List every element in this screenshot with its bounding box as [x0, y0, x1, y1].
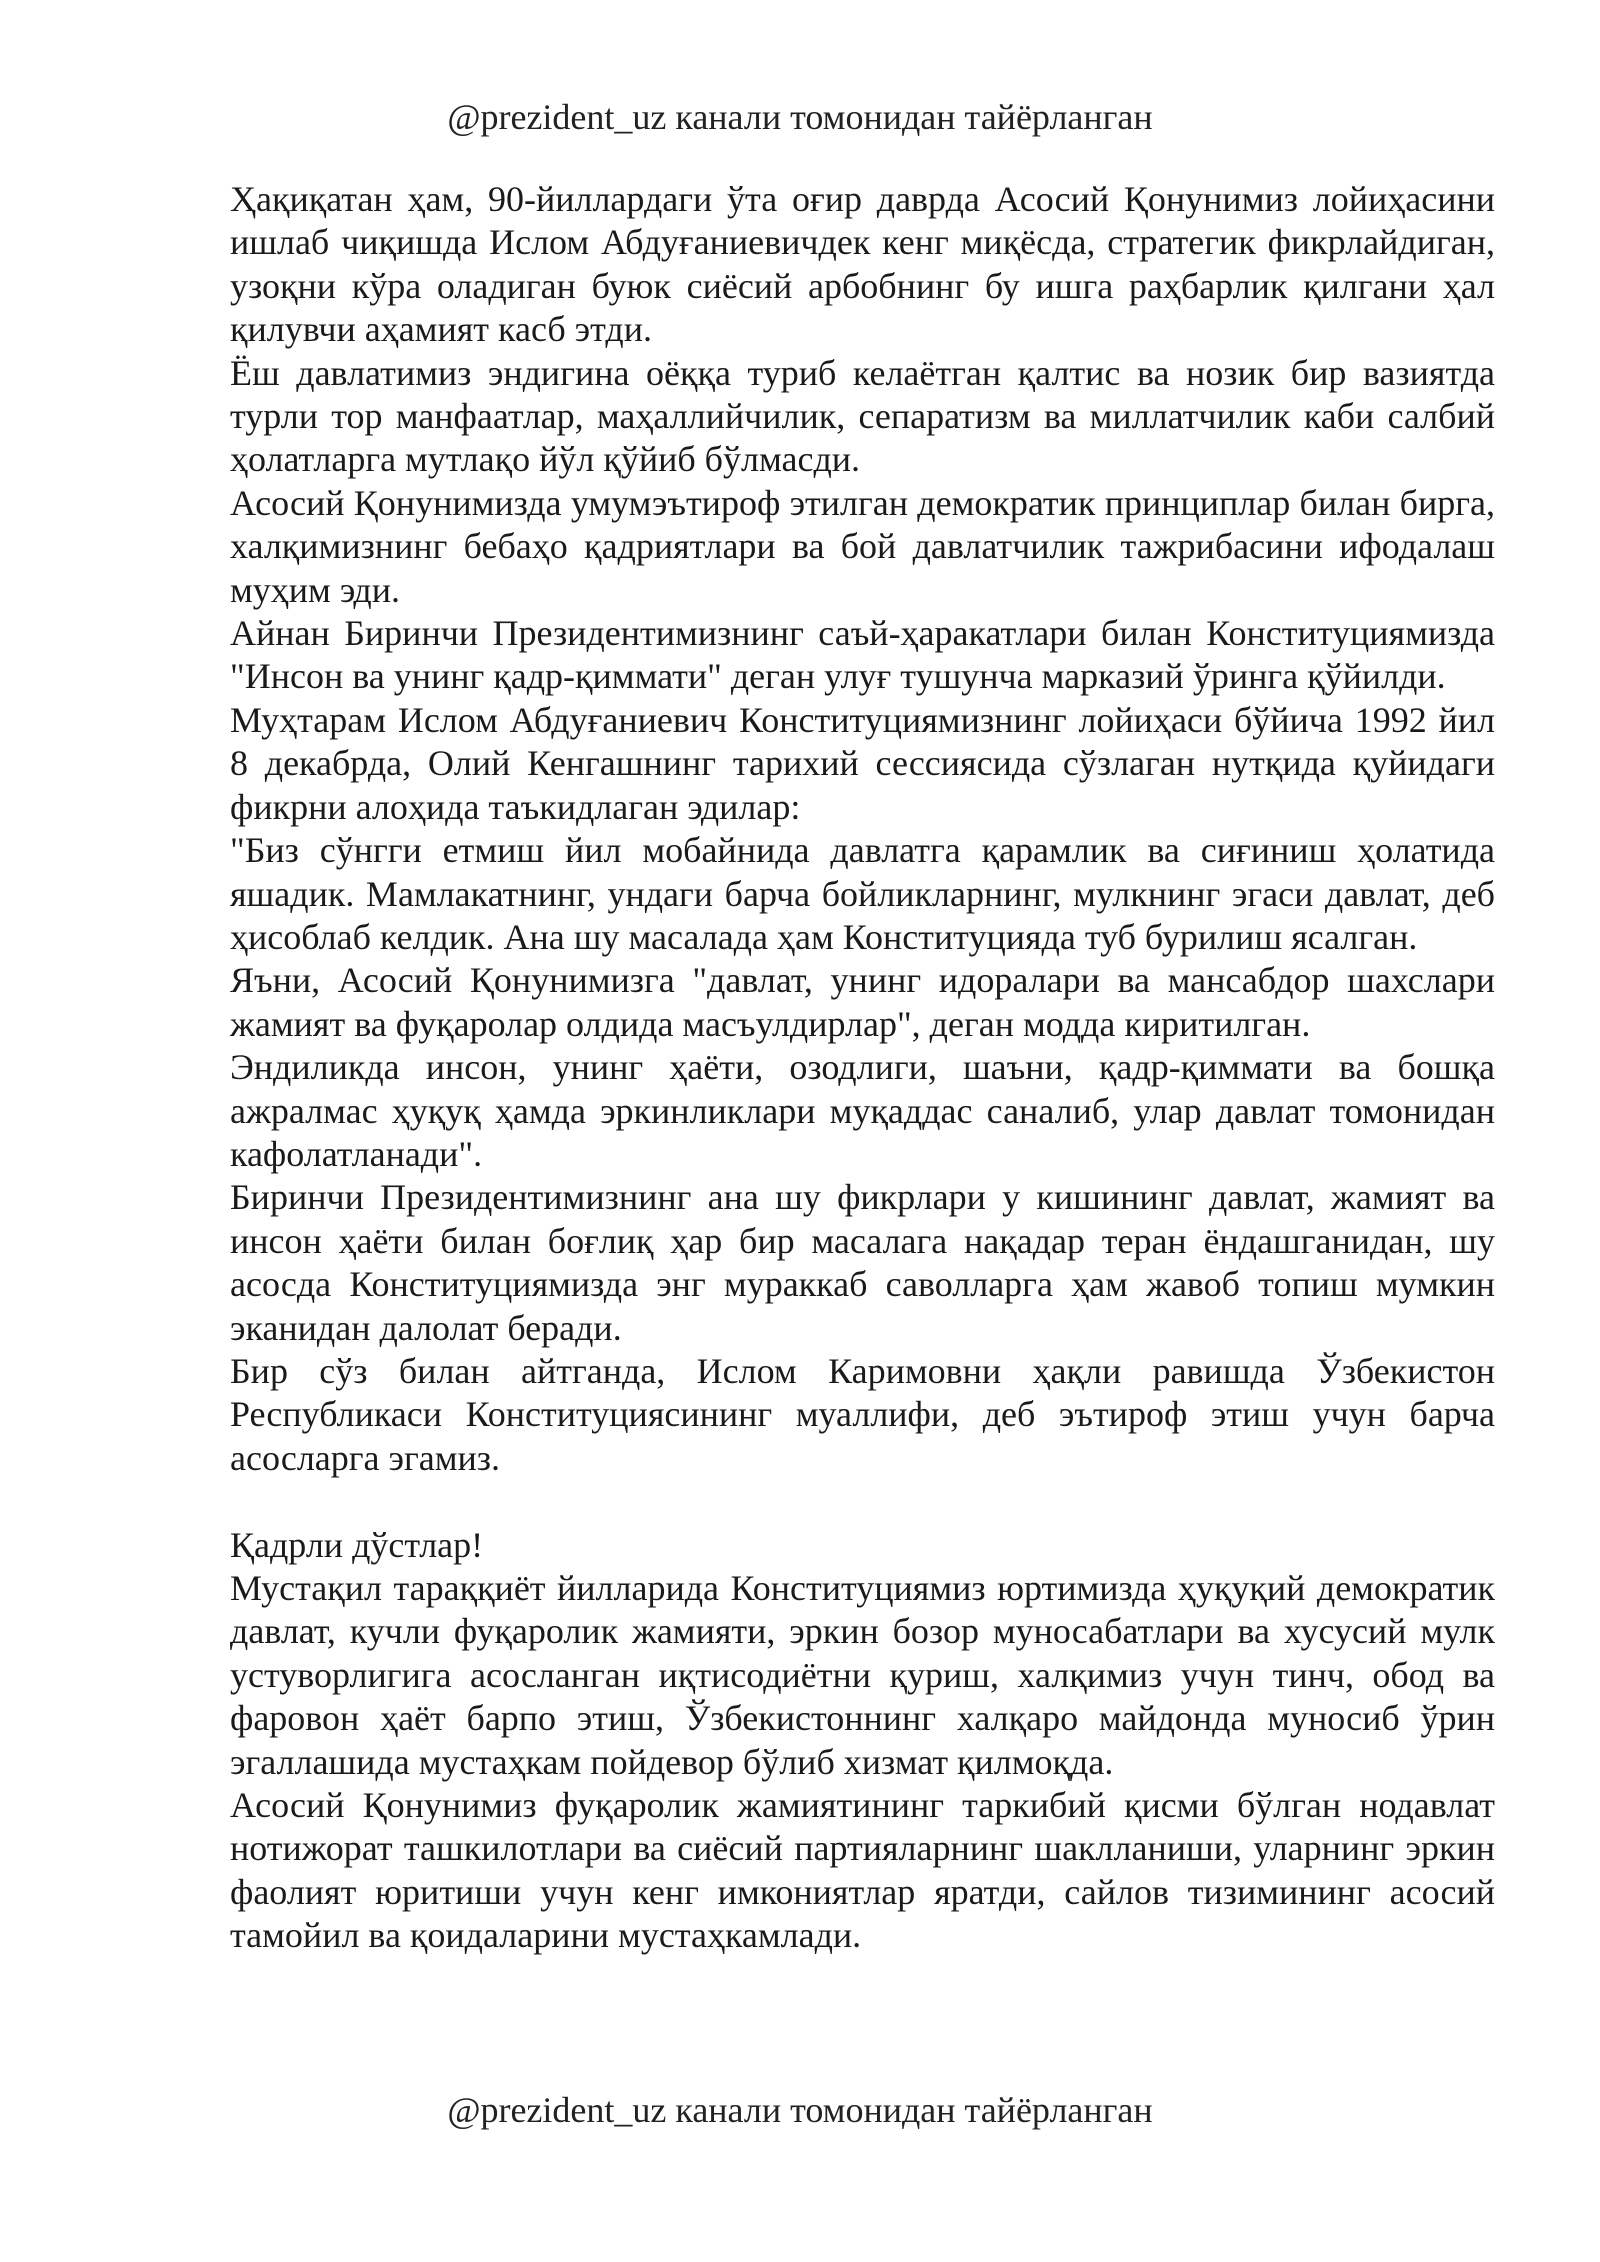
salutation: Қадрли дўстлар!: [230, 1524, 484, 1565]
document-body: [230, 178, 1495, 1958]
quote-paragraph: "Биз сўнгги етмиш йил мобайнида давлатга қарамлик ва сиғиниш ҳолатида яшадик. Мамлакатнинг, ундаги барча бойликларнинг, мулкнинг эгаси давлат, деб ҳисоблаб келдик. Ана шу масалада ҳам Конституцияда туб бурилиш ясалган.: [230, 830, 1495, 957]
paragraph: Айнан Биринчи Президентимизнинг саъй-ҳаракатлари билан Конституциямизда "Инсон ва унинг қадр-қиммати" деган улуғ тушунча марказий ўринга қўйилди.: [230, 613, 1495, 697]
paragraph: Асосий Қонунимиз фуқаролик жамиятининг таркибий қисми бўлган нодавлат нотижорат ташкилотлари ва сиёсий партияларнинг шаклланиши, уларнинг эркин фаолият юритиши учун кенг имкониятлар яратди, сайлов тизимининг асосий тамойил ва қоидаларини мустаҳкамлади.: [230, 1785, 1495, 1956]
paragraph: Мустақил тараққиёт йилларида Конституциямиз юртимизда ҳуқуқий демократик давлат, кучли фуқаролик жамияти, эркин бозор муносабатлари ва хусусий мулк устуворлигига асосланган иқтисодиётни қуриш, халқимиз учун тинч, обод ва фаровон ҳаёт барпо этиш, Ўзбекистоннинг халқаро майдонда муносиб ўрин эгаллашида мустаҳкам пойдевор бўлиб хизмат қилмоқда.: [230, 1567, 1495, 1782]
paragraph: Бир сўз билан айтганда, Ислом Каримовни ҳақли равишда Ўзбекистон Республикаси Конституциясининг муаллифи, деб эътироф этиш учун барча асосларга эгамиз.: [230, 1350, 1495, 1478]
quote-paragraph: Эндиликда инсон, унинг ҳаёти, озодлиги, шаъни, қадр-қиммати ва бошқа ажралмас ҳуқуқ ҳамда эркинликлари муқаддас саналиб, улар давлат томонидан кафолатланади".: [230, 1047, 1495, 1174]
paragraph: Асосий Қонунимизда умумэътироф этилган демократик принциплар билан бирга, халқимизнинг бебаҳо қадриятлари ва бой давлатчилик тажрибасини ифодалаш муҳим эди.: [230, 482, 1495, 610]
page-footer: @prezident_uz канали томонидан тайёрланган: [447, 2090, 1153, 2130]
page-header: @prezident_uz канали томонидан тайёрланган: [447, 97, 1153, 137]
paragraph: Ёш давлатимиз эндигина оёққа туриб келаётган қалтис ва нозик бир вазиятда турли тор манфаатлар, маҳаллийчилик, сепаратизм ва миллатчилик каби салбий ҳолатларга мутлақо йўл қўйиб бўлмасди.: [230, 352, 1495, 480]
paragraph: Ҳақиқатан ҳам, 90-йиллардаги ўта оғир даврда Асосий Қонунимиз лойиҳасини ишлаб чиқишда Ислом Абдуғаниевичдек кенг миқёсда, стратегик фикрлайдиган, узоқни кўра оладиган буюк сиёсий арбобнинг бу ишга раҳбарлик қилгани ҳал қилувчи аҳамият касб этди.: [230, 179, 1495, 350]
paragraph: Биринчи Президентимизнинг ана шу фикрлари у кишининг давлат, жамият ва инсон ҳаёти билан боғлиқ ҳар бир масалага нақадар теран ёндашганидан, шу асосда Конституциямизда энг мураккаб саволларга ҳам жавоб топиш мумкин эканидан далолат беради.: [230, 1177, 1495, 1348]
quote-paragraph: Яъни, Асосий Қонунимизга "давлат, унинг идоралари ва мансабдор шахслари жамият ва фуқаролар олдида масъулдирлар", деган модда киритилган.: [230, 960, 1495, 1044]
paragraph: Муҳтарам Ислом Абдуғаниевич Конституциямизнинг лойиҳаси бўйича 1992 йил 8 декабрда, Олий Кенгашнинг тарихий сессиясида сўзлаган нутқида қуйидаги фикрни алоҳида таъкидлаган эдилар:: [230, 699, 1495, 827]
